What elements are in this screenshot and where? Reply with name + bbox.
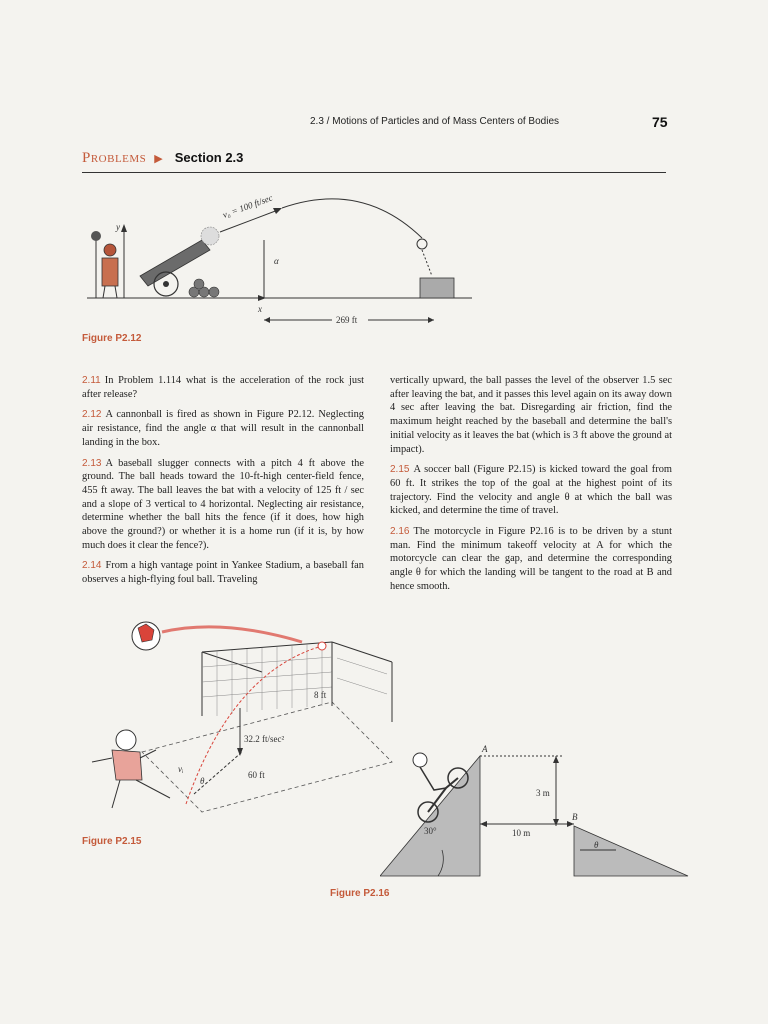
soldier-figure bbox=[91, 231, 118, 298]
motorcycle-diagram bbox=[380, 730, 690, 880]
theta-label: θ bbox=[594, 840, 599, 850]
alpha-label: α bbox=[274, 256, 279, 266]
smoke-burst bbox=[201, 227, 219, 245]
cannonball bbox=[417, 239, 427, 249]
problem-2-11: 2.11 In Problem 1.114 what is the acceleration of the rock just after release? bbox=[82, 375, 364, 400]
distance-label: 269 ft bbox=[336, 315, 358, 325]
y-label: y bbox=[116, 222, 120, 232]
problem-2-14: 2.14 From a high vantage point in Yankee Stadium, a baseball fan observes a high-flying foul ball. Traveling bbox=[82, 560, 364, 586]
trajectory-arc bbox=[282, 199, 422, 238]
figure-p2-15 bbox=[82, 612, 402, 832]
x-label: x bbox=[258, 304, 262, 314]
figure-p2-16 bbox=[380, 730, 690, 880]
velocity-label: vᵢ bbox=[178, 764, 184, 774]
problem-2-16: 2.16 The motorcycle in Figure P2.16 is to be driven by a stunt man. Find the minimum takeoff velocity at A for which the motorcycle can clear the gap, and determine the corresponding angle θ for which the landing will be tangent to the road at B and hence smooth. bbox=[390, 526, 672, 592]
problem-2-13: 2.13 A baseball slugger connects with a pitch 4 ft above the ground. The ball heads toward the 10-ft-high center-field fence, 455 ft away. The ball leaves the bat with a velocity of 125 ft / sec and a slope of 3 vertical to 4 horizontal. Neglecting air resistance, determine whether the ball hits the fence (if it does, how high above the ground?) or whether it is a home run (if it is, by how much does it clear the fence?). bbox=[82, 457, 364, 551]
figure-caption-p2-16: Figure P2.16 bbox=[330, 888, 390, 899]
takeoff-ramp bbox=[380, 756, 480, 876]
point-a-label: A bbox=[482, 744, 488, 754]
distance-dimension-line bbox=[194, 752, 242, 794]
distance-label: 60 ft bbox=[248, 770, 265, 780]
velocity-label: v₀ = 100 ft/sec bbox=[221, 192, 274, 220]
cannon-diagram bbox=[82, 180, 672, 330]
right-column bbox=[390, 374, 672, 601]
kicker-figure bbox=[92, 730, 170, 808]
field-plane bbox=[142, 702, 392, 812]
figure-caption-p2-12: Figure P2.12 bbox=[82, 333, 142, 344]
running-head: 2.3 / Motions of Particles and of Mass Centers of Bodies bbox=[310, 116, 560, 127]
landing-ramp bbox=[574, 826, 688, 876]
problem-2-15: 2.15 A soccer ball (Figure P2.15) is kicked toward the goal from 60 ft. It strikes the top of the goal at the highest point of its trajectory. Find the velocity and angle θ at which the ball was kicked, and determine the time of travel. bbox=[390, 464, 672, 517]
left-column bbox=[82, 374, 364, 594]
gap-label: 10 m bbox=[512, 828, 531, 838]
figure-caption-p2-15: Figure P2.15 bbox=[82, 836, 142, 847]
gravity-label: 32.2 ft/sec² bbox=[244, 734, 285, 744]
header-rule bbox=[82, 172, 666, 173]
goal-height-label: 8 ft bbox=[314, 690, 327, 700]
point-b-label: B bbox=[572, 812, 578, 822]
section-label: Section 2.3 bbox=[174, 150, 244, 165]
problem-2-12: 2.12 A cannonball is fired as shown in Figure P2.12. Neglecting air resistance, find the angle α that will result in the cannonball landing in the box. bbox=[82, 409, 364, 448]
triangle-arrow-icon: ▶ bbox=[154, 153, 163, 165]
ramp-angle-label: 30° bbox=[424, 826, 437, 836]
problem-2-14-continued: vertically upward, the ball passes the level of the observer 1.5 sec after leaving the bat, and it passes this level again on its away down 4 sec after leaving the bat. Disregarding air friction, find the maximum height reached by the baseball and determine the ball's initial velocity as it leaves the bat (which is 3 ft above the ground at impact). bbox=[390, 375, 672, 455]
height-label: 3 m bbox=[536, 788, 550, 798]
problems-label: Problems bbox=[82, 150, 147, 166]
ball-motion-streak bbox=[162, 627, 302, 642]
y-axis-arrow bbox=[121, 224, 127, 232]
theta-label: θ bbox=[200, 776, 205, 786]
page-number: 75 bbox=[652, 114, 668, 130]
section-header bbox=[82, 150, 672, 167]
figure-p2-12 bbox=[82, 180, 672, 330]
soccer-goal bbox=[202, 642, 392, 722]
cannon bbox=[140, 240, 219, 297]
x-axis-arrow bbox=[258, 295, 266, 301]
soccer-diagram bbox=[82, 612, 402, 832]
target-box bbox=[420, 278, 454, 298]
